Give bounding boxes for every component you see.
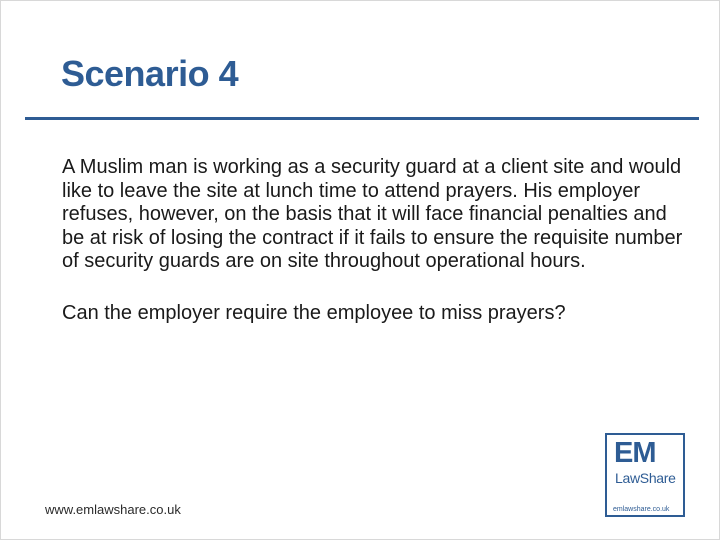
scenario-question: Can the employer require the employee to miss prayers? <box>62 301 566 324</box>
em-lawshare-logo <box>605 433 685 517</box>
slide-title: Scenario 4 <box>61 53 239 94</box>
slide-body <box>62 156 692 325</box>
logo-em-text: EM <box>614 437 656 469</box>
title-divider <box>25 117 699 120</box>
logo-site-text: emlawshare.co.uk <box>613 506 670 513</box>
scenario-paragraph: A Muslim man is working as a security guard at a client site and would like to leave the site at lunch time to attend prayers. His employer refuses, however, on the basis that it will face financial penalties and be at risk of losing the contract if it fails to ensure the requisite number of security guards are on site throughout operational hours. <box>62 156 683 272</box>
footer-website: www.emlawshare.co.uk <box>45 502 181 517</box>
logo-lawshare-text: LawShare <box>615 470 676 486</box>
